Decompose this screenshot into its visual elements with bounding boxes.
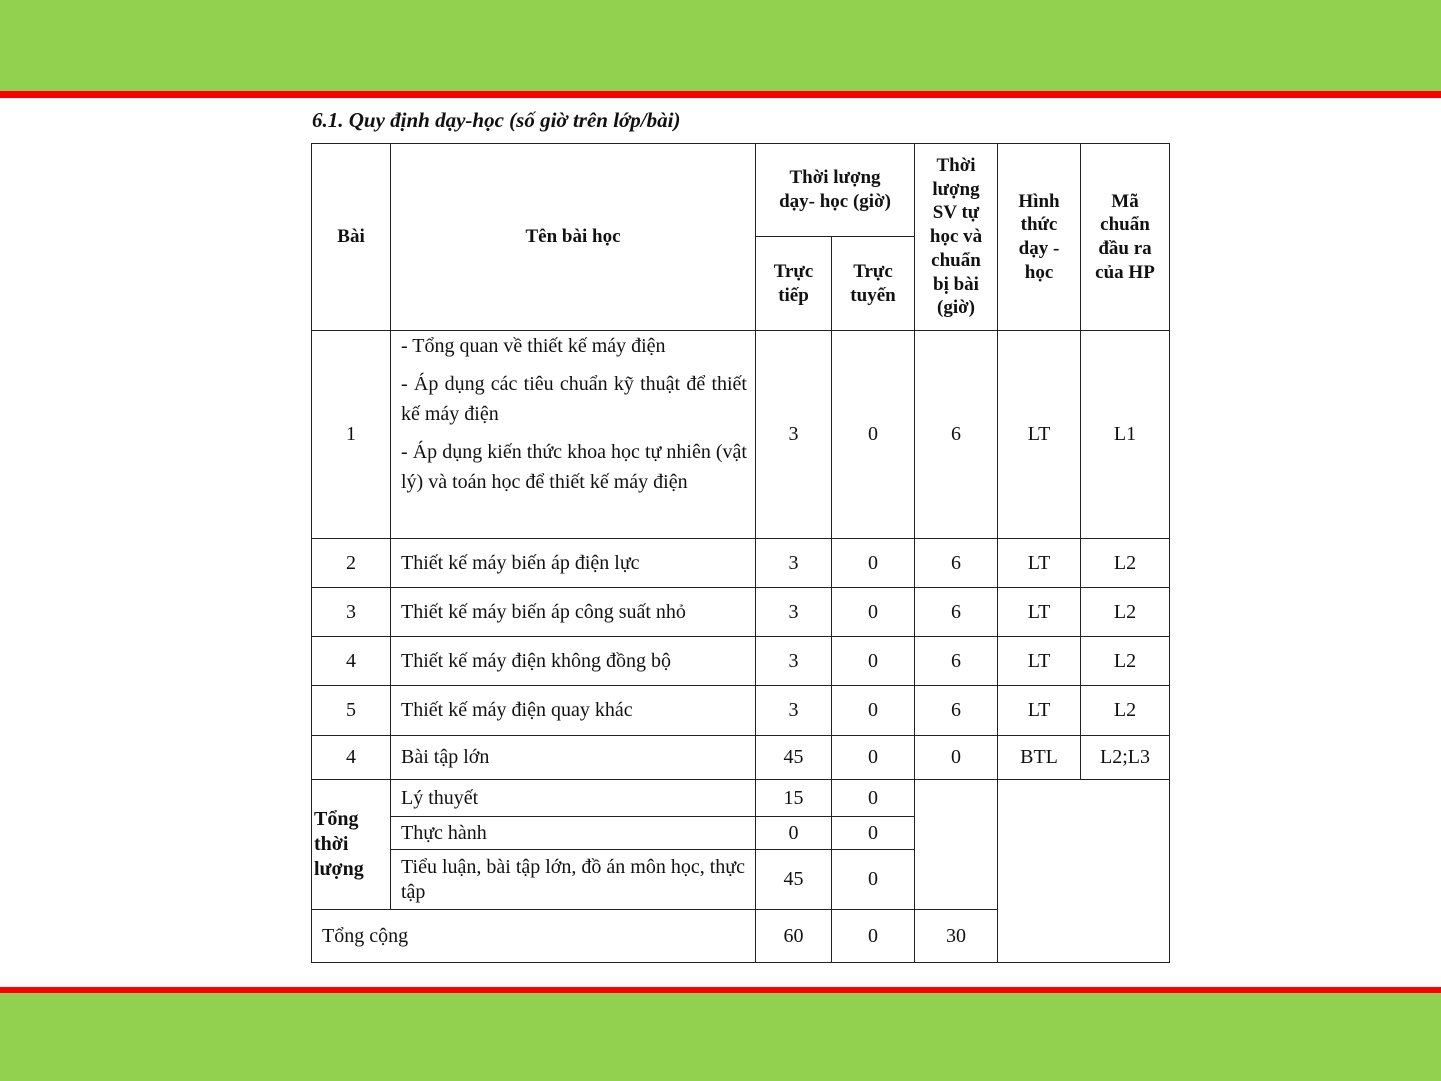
bottom-green-band xyxy=(0,993,1441,1081)
cell-bai: 1 xyxy=(312,331,391,539)
cell-bai: 3 xyxy=(312,588,391,637)
cell-truc-tuyen: 0 xyxy=(832,539,915,588)
header-ten-bai-hoc: Tên bài học xyxy=(391,144,756,331)
cell-hinh-thuc: LT xyxy=(998,588,1081,637)
lesson-desc-line: - Áp dụng kiến thức khoa học tự nhiên (vật lý) và toán học để thiết kế máy điện xyxy=(401,441,747,493)
cell-bai: 5 xyxy=(312,686,391,736)
cell-ten-bai-hoc: Bài tập lớn xyxy=(391,736,756,780)
cell-ten-bai-hoc: Tiểu luận, bài tập lớn, đồ án môn học, thực tập xyxy=(391,850,756,910)
cell-truc-tuyen: 0 xyxy=(832,736,915,780)
cell-sv: 6 xyxy=(915,637,998,686)
cell-hinh-thuc: LT xyxy=(998,686,1081,736)
cell-truc-tiep: 3 xyxy=(756,331,832,539)
header-truc-tiep: Trực tiếp xyxy=(756,237,832,331)
cell-ma: L2;L3 xyxy=(1081,736,1170,780)
blank-cell-sv xyxy=(915,780,998,910)
cell-hinh-thuc: LT xyxy=(998,539,1081,588)
cell-truc-tuyen: 0 xyxy=(832,637,915,686)
table-row xyxy=(312,637,1170,686)
cell-ten-bai-hoc: Thiết kế máy biến áp công suất nhỏ xyxy=(391,588,756,637)
cell-ten-bai-hoc: Thực hành xyxy=(391,817,756,850)
section-title: 6.1. Quy định dạy-học (số giờ trên lớp/bài) xyxy=(312,108,681,132)
cell-truc-tiep: 45 xyxy=(756,850,832,910)
cell-truc-tuyen: 0 xyxy=(832,588,915,637)
cell-truc-tiep: 3 xyxy=(756,588,832,637)
cell-ten-bai-hoc: Thiết kế máy biến áp điện lực xyxy=(391,539,756,588)
cell-ma: L2 xyxy=(1081,539,1170,588)
cell-truc-tuyen: 0 xyxy=(832,850,915,910)
cell-sv: 0 xyxy=(915,736,998,780)
grand-total-label: Tổng cộng xyxy=(312,910,756,963)
cell-hinh-thuc: LT xyxy=(998,331,1081,539)
cell-truc-tiep: 3 xyxy=(756,637,832,686)
blank-cell-right xyxy=(998,780,1170,963)
cell-bai: 4 xyxy=(312,637,391,686)
cell-sv: 6 xyxy=(915,686,998,736)
cell-ten-bai-hoc xyxy=(391,331,756,539)
header-hinh-thuc: Hình thức dạy - học xyxy=(998,144,1081,331)
cell-ma: L1 xyxy=(1081,331,1170,539)
document-page xyxy=(300,104,1180,974)
lesson-desc-line: - Áp dụng các tiêu chuẩn kỹ thuật để thiết kế máy điện xyxy=(401,373,747,425)
cell-ma: L2 xyxy=(1081,637,1170,686)
cell-sv: 6 xyxy=(915,539,998,588)
top-red-stripe xyxy=(0,91,1441,98)
cell-ten-bai-hoc: Thiết kế máy điện không đồng bộ xyxy=(391,637,756,686)
cell-truc-tuyen: 0 xyxy=(832,686,915,736)
cell-truc-tuyen: 0 xyxy=(832,780,915,817)
cell-truc-tiep: 15 xyxy=(756,780,832,817)
cell-truc-tiep: 0 xyxy=(756,817,832,850)
cell-truc-tiep: 3 xyxy=(756,539,832,588)
table-row xyxy=(312,588,1170,637)
header-bai: Bài xyxy=(312,144,391,331)
table-row xyxy=(312,539,1170,588)
header-ma-chuan: Mã chuẩn đầu ra của HP xyxy=(1081,144,1170,331)
cell-truc-tiep: 45 xyxy=(756,736,832,780)
cell-sv: 6 xyxy=(915,331,998,539)
cell-sv: 6 xyxy=(915,588,998,637)
cell-sv: 30 xyxy=(915,910,998,963)
top-green-band xyxy=(0,0,1441,91)
total-row-ly-thuyet xyxy=(312,780,1170,817)
cell-truc-tuyen: 0 xyxy=(832,910,915,963)
cell-ma: L2 xyxy=(1081,588,1170,637)
cell-ten-bai-hoc: Thiết kế máy điện quay khác xyxy=(391,686,756,736)
cell-truc-tiep: 3 xyxy=(756,686,832,736)
cell-ma: L2 xyxy=(1081,686,1170,736)
cell-bai: 4 xyxy=(312,736,391,780)
cell-ten-bai-hoc: Lý thuyết xyxy=(391,780,756,817)
table-row xyxy=(312,331,1170,539)
cell-truc-tuyen: 0 xyxy=(832,817,915,850)
cell-hinh-thuc: BTL xyxy=(998,736,1081,780)
cell-hinh-thuc: LT xyxy=(998,637,1081,686)
table-row xyxy=(312,736,1170,780)
header-thoi-luong-sv: Thời lượng SV tự học và chuẩn bị bài (giờ) xyxy=(915,144,998,331)
header-truc-tuyen: Trực tuyến xyxy=(832,237,915,331)
cell-truc-tuyen: 0 xyxy=(832,331,915,539)
header-thoi-luong-day-hoc: Thời lượng dạy- học (giờ) xyxy=(756,144,915,237)
cell-bai: 2 xyxy=(312,539,391,588)
lesson-desc-line: - Tổng quan về thiết kế máy điện xyxy=(401,335,666,357)
total-label: Tổng thời lượng xyxy=(312,780,391,910)
cell-truc-tiep: 60 xyxy=(756,910,832,963)
schedule-table xyxy=(311,143,1170,963)
header-row-1 xyxy=(312,144,1170,237)
table-row xyxy=(312,686,1170,736)
